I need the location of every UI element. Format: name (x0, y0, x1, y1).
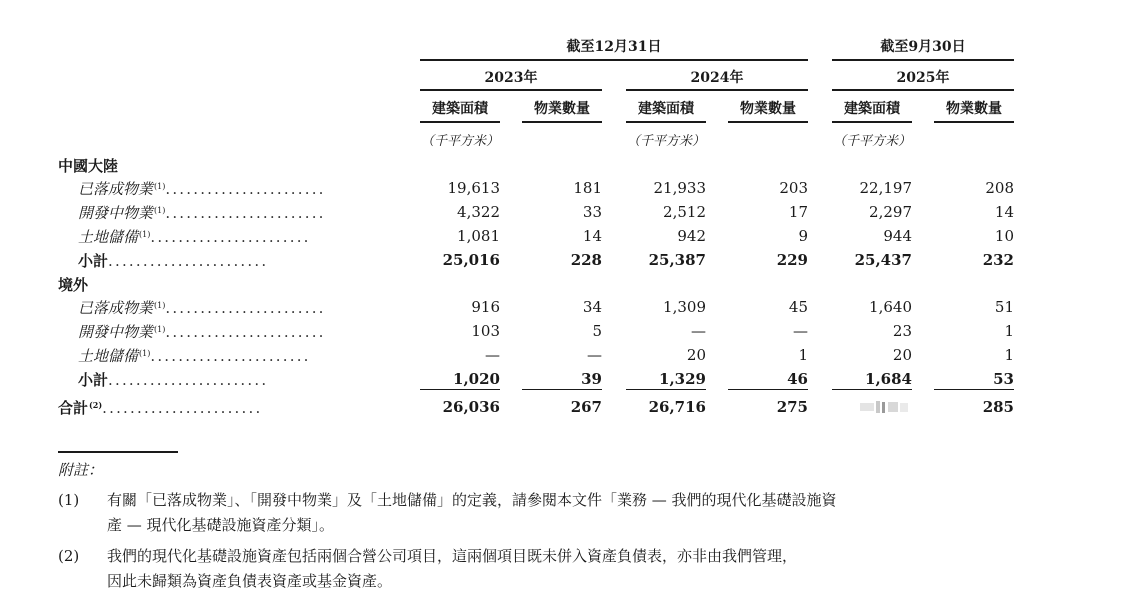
subtotal-value: 25,437 (854, 251, 912, 269)
row-label: 土地儲備$^{(1)}$....................... (78, 228, 311, 246)
cell-value: 5 (592, 322, 602, 340)
note-marker: (2) (58, 547, 80, 565)
note-text: 產 — 現代化基礎設施資產分類」。 (107, 516, 335, 534)
subtotal-value: 228 (570, 251, 602, 269)
cell-value: 916 (471, 298, 500, 316)
subtotal-value: 1,329 (659, 370, 706, 388)
subtotal-value: 1,684 (865, 370, 912, 388)
cell-value: 20 (686, 346, 706, 364)
cell-value: 17 (788, 203, 808, 221)
header-rule (420, 59, 808, 61)
cell-value: 1 (1004, 346, 1014, 364)
total-value: 267 (570, 398, 602, 416)
row-label: 開發中物業$^{(1)}$....................... (78, 323, 326, 341)
cell-value: 1,309 (663, 298, 706, 316)
subtotal-value: 229 (776, 251, 808, 269)
col-header-rule (832, 121, 912, 123)
cell-value: — (691, 322, 706, 340)
cell-value: 1,640 (869, 298, 912, 316)
subtotal-label: 小計....................... (78, 252, 269, 270)
col-header-rule (626, 121, 706, 123)
redacted-cell (858, 399, 912, 415)
note-text: 有關「已落成物業」、「開發中物業」及「土地儲備」的定義，請參閱本文件「業務 — 我們的現代化基礎設施資 (107, 491, 837, 509)
col-header-count: 物業數量 (946, 101, 1002, 117)
total-value: 26,036 (442, 398, 500, 416)
cell-value: 4,322 (457, 203, 500, 221)
header-year-2023: 2023年 (484, 70, 538, 86)
notes-heading: 附註： (58, 461, 104, 479)
subtotal-label: 小計....................... (78, 371, 269, 389)
total-rule (522, 389, 602, 390)
col-header-gfa: 建築面積 (432, 101, 488, 117)
notes-divider (58, 451, 178, 453)
cell-value: 2,297 (869, 203, 912, 221)
subtotal-value: 53 (993, 370, 1014, 388)
header-rule (626, 89, 808, 91)
cell-value: 203 (779, 179, 808, 197)
header-rule (420, 89, 602, 91)
cell-value: 1,081 (457, 227, 500, 245)
row-label: 已落成物業$^{(1)}$....................... (78, 299, 326, 317)
col-header-count: 物業數量 (534, 101, 590, 117)
cell-value: 181 (573, 179, 602, 197)
total-value: 285 (982, 398, 1014, 416)
row-label: 已落成物業$^{(1)}$....................... (78, 180, 326, 198)
cell-value: 14 (994, 203, 1014, 221)
subtotal-value: 25,387 (648, 251, 706, 269)
header-rule (832, 89, 1014, 91)
unit-label: （千平方米） (832, 134, 911, 149)
section-title-mainland: 中國大陸 (58, 157, 119, 175)
col-header-rule (934, 121, 1014, 123)
total-rule (626, 389, 706, 390)
subtotal-value: 39 (581, 370, 602, 388)
cell-value: 20 (892, 346, 912, 364)
cell-value: 9 (798, 227, 808, 245)
cell-value: 208 (985, 179, 1014, 197)
cell-value: 51 (994, 298, 1014, 316)
total-rule (420, 389, 500, 390)
header-year-2024: 2024年 (690, 70, 744, 86)
cell-value: 23 (892, 322, 912, 340)
total-rule (728, 389, 808, 390)
cell-value: 1 (798, 346, 808, 364)
col-header-gfa: 建築面積 (844, 101, 900, 117)
cell-value: 944 (883, 227, 912, 245)
cell-value: — (587, 346, 602, 364)
note-marker: (1) (58, 491, 80, 509)
cell-value: 19,613 (447, 179, 500, 197)
total-rule (832, 389, 912, 390)
unit-label: （千平方米） (626, 134, 705, 149)
total-value: 26,716 (648, 398, 706, 416)
row-label: 開發中物業$^{(1)}$....................... (78, 204, 326, 222)
col-header-rule (420, 121, 500, 123)
cell-value: 14 (582, 227, 602, 245)
cell-value: 34 (582, 298, 602, 316)
cell-value: 1 (1004, 322, 1014, 340)
col-header-rule (522, 121, 602, 123)
cell-value: 33 (582, 203, 602, 221)
cell-value: 22,197 (859, 179, 912, 197)
note-text: 因此未歸類為資產負債表資產或基金資產。 (107, 572, 393, 590)
note-text: 我們的現代化基礎設施資產包括兩個合營公司項目，這兩個項目既未併入資產負債表，亦非由我們管理， (107, 547, 798, 565)
section-title-overseas: 境外 (58, 276, 89, 294)
subtotal-value: 232 (982, 251, 1014, 269)
subtotal-value: 46 (787, 370, 808, 388)
header-group-sep30: 截至9月30日 (880, 39, 966, 55)
header-year-2025: 2025年 (896, 70, 950, 86)
cell-value: 10 (994, 227, 1014, 245)
cell-value: — (793, 322, 808, 340)
subtotal-value: 25,016 (442, 251, 500, 269)
cell-value: 103 (471, 322, 500, 340)
total-rule (934, 389, 1014, 390)
cell-value: 21,933 (653, 179, 706, 197)
cell-value: — (485, 346, 500, 364)
cell-value: 942 (677, 227, 706, 245)
header-group-dec31: 截至12月31日 (566, 39, 662, 55)
cell-value: 45 (788, 298, 808, 316)
cell-value: 2,512 (663, 203, 706, 221)
row-label: 土地儲備$^{(1)}$....................... (78, 347, 311, 365)
col-header-gfa: 建築面積 (638, 101, 694, 117)
col-header-rule (728, 121, 808, 123)
col-header-count: 物業數量 (740, 101, 796, 117)
subtotal-value: 1,020 (453, 370, 500, 388)
header-rule (832, 59, 1014, 61)
total-value: 275 (776, 398, 808, 416)
total-label: 合計$^{(2)}$....................... (58, 399, 263, 417)
unit-label: （千平方米） (420, 134, 499, 149)
